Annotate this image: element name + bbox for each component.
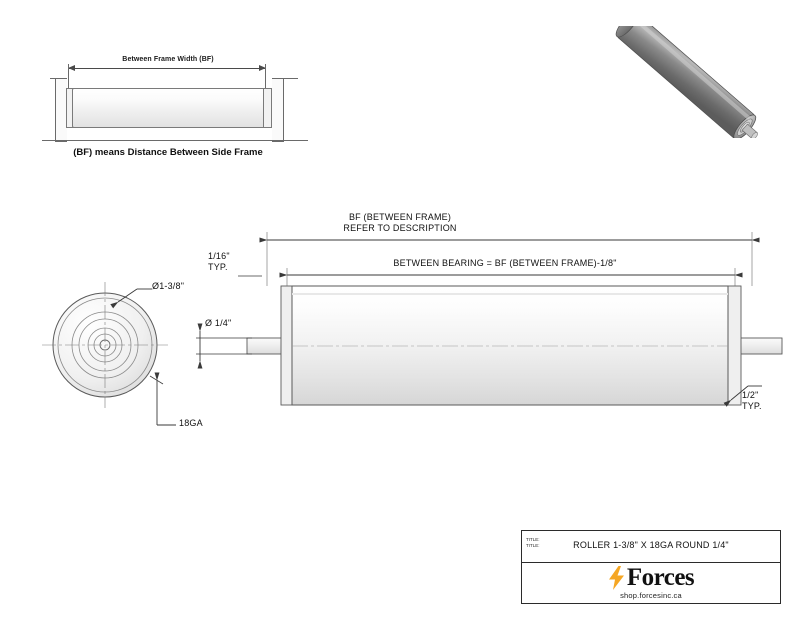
shaft-diameter-label: Ø 1/4" bbox=[205, 318, 232, 328]
main-roller-drawing bbox=[0, 190, 800, 450]
inset-roller-end-cap-right bbox=[263, 88, 272, 128]
company-logo-text: Forces bbox=[626, 564, 695, 591]
title-block-row-logo bbox=[522, 563, 780, 603]
roller-diameter-label: Ø1-3/8" bbox=[152, 281, 185, 291]
shaft-diameter-dimension bbox=[196, 331, 252, 361]
inset-roller-body bbox=[72, 88, 266, 128]
inset-extension-line-right bbox=[265, 64, 266, 88]
company-logo bbox=[522, 565, 780, 590]
inset-extension-line-left bbox=[68, 64, 69, 88]
inset-base-line bbox=[42, 140, 308, 141]
company-website: shop.forcesinc.ca bbox=[620, 591, 682, 600]
title-block-row-title bbox=[522, 531, 780, 563]
roller-3d-render bbox=[592, 26, 780, 138]
typ-right-label-line1: 1/2" bbox=[742, 390, 759, 400]
between-bearing-label: BETWEEN BEARING = BF (BETWEEN FRAME)-1/8" bbox=[393, 258, 617, 268]
end-view bbox=[42, 282, 168, 408]
bf-dimension-label-line1: BF (BETWEEN FRAME) bbox=[348, 212, 452, 222]
part-title: ROLLER 1-3/8" X 18GA ROUND 1/4" bbox=[573, 540, 729, 550]
inset-caption: (BF) means Distance Between Side Frame bbox=[73, 147, 263, 158]
roller-body-side-view bbox=[292, 286, 728, 405]
typ-left-label-line2: TYP. bbox=[208, 262, 228, 272]
title-block-field-label-line2: TITLE: bbox=[526, 543, 540, 548]
typ-left-label-line1: 1/16" bbox=[208, 251, 230, 261]
inset-dimension-line bbox=[68, 68, 266, 69]
gauge-leader bbox=[150, 376, 176, 425]
typ-right-label-line2: TYP. bbox=[742, 401, 762, 411]
between-bearing-dimension bbox=[287, 268, 735, 286]
shaft-right bbox=[740, 338, 782, 354]
title-block-field-label-line1: TITLE: bbox=[526, 537, 540, 542]
inset-dimension-label: Between Frame Width (BF) bbox=[122, 56, 214, 63]
bf-dimension-label-line2: REFER TO DESCRIPTION bbox=[343, 223, 457, 233]
inset-frame-flange-top-left bbox=[50, 78, 66, 79]
title-block bbox=[521, 530, 781, 604]
gauge-label: 18GA bbox=[179, 418, 203, 428]
lightning-bolt-icon bbox=[608, 566, 625, 590]
inset-frame-flange-top-right bbox=[282, 78, 298, 79]
roller-3d-svg bbox=[592, 26, 780, 138]
between-frame-inset-diagram bbox=[28, 26, 308, 158]
inset-side-frame-right bbox=[272, 78, 284, 142]
